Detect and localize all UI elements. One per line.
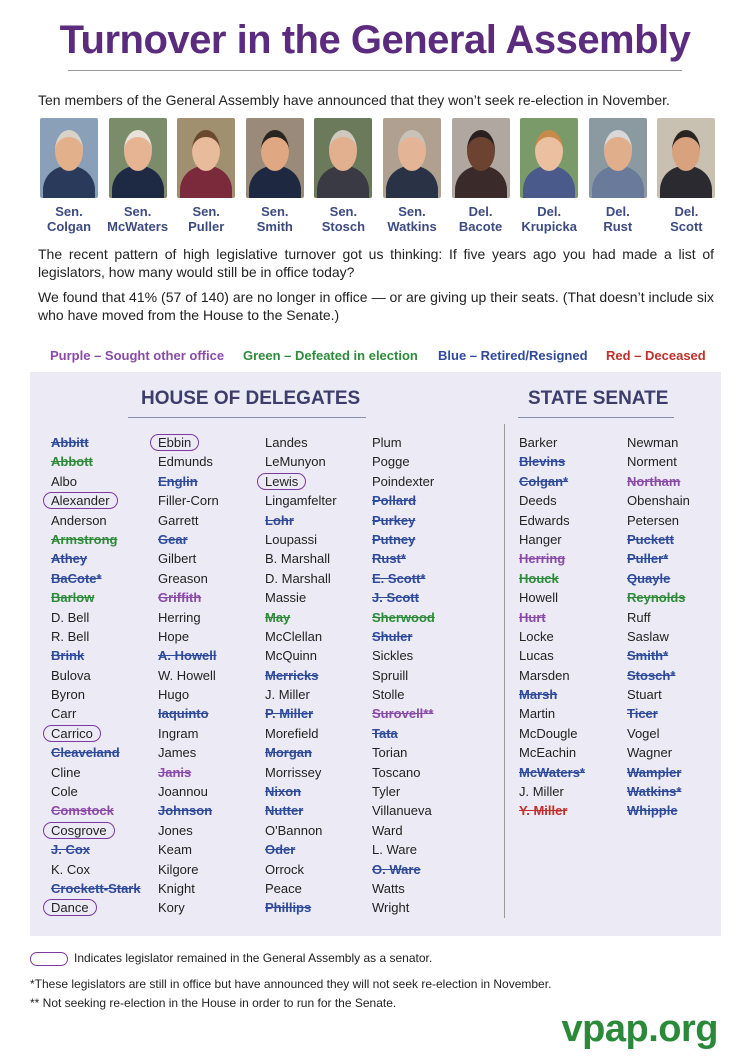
legislator-name-item: O. Ware xyxy=(372,861,421,877)
legislator-name-item: Byron xyxy=(51,687,85,703)
legislator-name-item: Armstrong xyxy=(51,531,118,547)
page-title: Turnover in the General Assembly xyxy=(59,18,691,62)
legislator-name-item: Spruill xyxy=(372,667,409,683)
legislator-name-item: Ingram xyxy=(158,725,199,741)
legislator-name-item: Gilbert xyxy=(158,551,197,567)
vpap-logo: vpap.org xyxy=(561,1008,718,1050)
legislator-name-item: Peace xyxy=(265,880,302,896)
legislator-name-item: O'Bannon xyxy=(265,822,323,838)
legislator-name-item: Barker xyxy=(519,435,558,450)
legislator-name-item: Poindexter xyxy=(372,473,435,489)
legislator-title: Del. xyxy=(537,204,562,219)
legislator-name-item: Howell xyxy=(519,590,559,606)
legislator-caption xyxy=(646,204,726,234)
legislator-name-item: Kilgore xyxy=(158,861,199,877)
legislator-name-item: Gear xyxy=(158,531,188,547)
legislator-name-item: Albo xyxy=(51,473,78,489)
legislator-photo xyxy=(452,118,510,234)
legislator-name-item: Cleaveland xyxy=(51,745,120,761)
legislator-photo xyxy=(520,118,578,234)
legislator-name-item: McEachin xyxy=(519,745,577,761)
legislator-title: Del. xyxy=(605,204,630,219)
legislator-name-item: Loupassi xyxy=(265,531,318,547)
legislator-name-item: J. Miller xyxy=(265,687,310,703)
senate-heading-underline xyxy=(518,417,674,418)
legislator-name-item: R. Bell xyxy=(51,628,90,644)
legislator-name-item: Tyler xyxy=(372,784,401,800)
legislator-name-item: Puller* xyxy=(627,551,669,567)
legislator-name-item: Pogge xyxy=(372,454,410,470)
legislator-name-item: Torian xyxy=(372,745,408,761)
portrait-image xyxy=(520,118,578,198)
legislator-name-item: Hope xyxy=(158,628,190,644)
legislator-name-item: Abbott xyxy=(51,454,93,470)
legislator-name-item: Martin xyxy=(519,706,556,722)
legend-red: Red – Deceased xyxy=(606,348,706,363)
legislator-name-item: Locke xyxy=(519,628,554,644)
legislator-name-item: Rust* xyxy=(372,551,406,567)
legislator-name-item: Lohr xyxy=(265,512,294,528)
legislator-name-item: J. Scott xyxy=(372,590,419,606)
legislator-name-item: Purkey xyxy=(372,512,416,528)
legislator-name-item: Wright xyxy=(372,900,410,916)
legislator-name-item: Plum xyxy=(372,435,402,450)
legislator-name-item: Carrico xyxy=(51,724,141,743)
legislator-title: Sen. xyxy=(55,204,83,219)
legislator-name-item: Hugo xyxy=(158,687,190,703)
legislator-name-item: Hanger xyxy=(519,531,562,547)
legislator-name-item: Wampler xyxy=(627,764,682,780)
legislator-name-item: Carr xyxy=(51,706,77,722)
legislator-name: Watkins xyxy=(387,219,437,234)
legislator-name-item: Janis xyxy=(158,764,192,780)
legislator-name-item: Phillips xyxy=(265,900,312,916)
legislator-name-item: Watts xyxy=(372,880,405,896)
legislator-photo xyxy=(657,118,715,234)
legislator-name: Colgan xyxy=(46,219,92,234)
house-heading: HOUSE OF DELEGATES xyxy=(141,388,361,409)
legislator-name-item: Toscano xyxy=(372,764,421,780)
legislator-name-item: Ruff xyxy=(627,609,651,625)
legislator-name-item: Watkins* xyxy=(627,784,682,800)
legislator-name-item: E. Scott* xyxy=(372,570,426,586)
legislator-name-item: Englin xyxy=(158,473,198,489)
legislator-name-item: Blevins xyxy=(519,454,566,470)
legislator-name-item: Kory xyxy=(158,900,185,916)
legislator-title: Del. xyxy=(674,204,699,219)
intro-text: Ten members of the General Assembly have announced that they won’t seek re-election in November. xyxy=(38,92,670,108)
portrait-image xyxy=(177,118,235,198)
legislator-title: Sen. xyxy=(398,204,426,219)
legislator-name: Scott xyxy=(670,219,703,234)
legislator-photo xyxy=(109,118,167,234)
legislator-name-item: Lingamfelter xyxy=(265,493,337,509)
legislator-name-item: Vogel xyxy=(627,725,660,741)
legislator-name-item: J. Cox xyxy=(51,842,91,858)
legislator-name-item: Ebbin xyxy=(158,433,219,452)
legislator-name-item: Houck xyxy=(519,570,559,586)
house-column-2 xyxy=(158,433,219,918)
legend-blue: Blue – Retired/Resigned xyxy=(438,348,588,363)
legislator-name-item: D. Marshall xyxy=(265,570,331,586)
footnote-asterisk: *These legislators are still in office but have announced they will not seek re-election in November. xyxy=(30,977,552,991)
legislator-name-item: Marsh xyxy=(519,687,558,703)
legislator-name-item: Villanueva xyxy=(372,803,432,819)
legislator-name: Smith xyxy=(256,219,293,234)
legislator-name-item: Landes xyxy=(265,435,308,450)
legislator-name-item: McWaters* xyxy=(519,764,585,780)
house-column-3 xyxy=(265,433,337,918)
legislator-name-item: Obenshain xyxy=(627,493,690,509)
legislator-name-item: Morrissey xyxy=(265,764,322,780)
legislator-name-item: Saslaw xyxy=(627,628,669,644)
legislator-name-item: Pollard xyxy=(372,493,417,509)
legislator-name-item: Smith* xyxy=(627,648,669,664)
legislator-name-item: Cole xyxy=(51,784,78,800)
legislator-title: Sen. xyxy=(192,204,220,219)
legislator-name-item: Stolle xyxy=(372,687,405,703)
legislator-name-item: Keam xyxy=(158,842,192,858)
legend-purple: Purple – Sought other office xyxy=(50,348,225,363)
portrait-image xyxy=(109,118,167,198)
legislator-title: Del. xyxy=(468,204,493,219)
column-divider xyxy=(504,424,505,918)
legislator-name-item: Morgan xyxy=(265,745,312,761)
portrait-image xyxy=(314,118,372,198)
house-column-4 xyxy=(372,433,435,918)
legislator-name-item: Putney xyxy=(372,531,416,547)
legislator-name-item: Colgan* xyxy=(519,473,569,489)
footnote-double-asterisk: ** Not seeking re-election in the House in order to run for the Senate. xyxy=(30,996,397,1010)
legislator-name-item: Wagner xyxy=(627,745,673,761)
legislator-name-item: McDougle xyxy=(519,725,578,741)
legislator-name-item: Marsden xyxy=(519,667,570,683)
legislator-name-item: Stuart xyxy=(627,687,662,703)
legislator-name-item: Newman xyxy=(627,435,679,450)
legislator-photo xyxy=(383,118,441,234)
legislator-name-item: J. Miller xyxy=(519,784,564,800)
senate-heading: STATE SENATE xyxy=(528,388,669,409)
legislator-name-item: Petersen xyxy=(627,512,680,528)
legislator-name-item: Quayle xyxy=(627,570,671,586)
legislator-name-item: Nixon xyxy=(265,784,302,800)
senate-column-2 xyxy=(627,433,690,821)
legislator-name-item: Y. Miller xyxy=(519,803,568,819)
legislator-name-item: Tata xyxy=(372,725,398,741)
legislator-photo xyxy=(177,118,235,234)
legislator-name-item: Cline xyxy=(51,764,81,780)
legislator-name-item: Massie xyxy=(265,590,307,606)
legislator-title: Sen. xyxy=(123,204,152,219)
legislator-photo xyxy=(40,118,98,234)
legislator-photo xyxy=(589,118,647,234)
legislator-name-item: BaCote* xyxy=(51,570,102,586)
legislator-name-item: Northam xyxy=(627,473,681,489)
legislator-name-item: Surovell** xyxy=(372,706,434,722)
legislator-name-item: Greason xyxy=(158,570,208,586)
legislator-name-item: D. Bell xyxy=(51,609,90,625)
legislator-name-item: Filler-Corn xyxy=(158,493,219,509)
legislator-name-item: Lucas xyxy=(519,648,554,664)
title-divider xyxy=(68,70,682,71)
legislator-name-item: Athey xyxy=(51,551,88,567)
legislator-name-item: Herring xyxy=(519,551,566,567)
legislator-name-item: Brink xyxy=(51,648,85,664)
senate-column-1 xyxy=(519,433,585,821)
legislator-name-item: Stosch* xyxy=(627,667,676,683)
portrait-image xyxy=(246,118,304,198)
legislator-name-item: Sherwood xyxy=(372,609,435,625)
legislator-name-item: James xyxy=(158,745,197,761)
legislator-name: Rust xyxy=(603,219,633,234)
legislator-name-item: Sickles xyxy=(372,648,414,664)
legislator-photo xyxy=(246,118,304,234)
paragraph-turnover-question: The recent pattern of high legislative turnover got us thinking: If five years ago you had made a list of legislators, how many would still be in office today? xyxy=(38,246,714,280)
legislator-name-item: Comstock xyxy=(51,803,114,819)
legislator-name: Krupicka xyxy=(521,219,577,234)
photo-strip xyxy=(38,118,714,238)
legislator-name-item: Herring xyxy=(158,609,201,625)
legislator-name-item: A. Howell xyxy=(158,648,217,664)
legislator-name-item: Norment xyxy=(627,454,677,470)
legislator-name-item: Ward xyxy=(372,822,403,838)
roster-panel xyxy=(30,372,721,936)
portrait-image xyxy=(589,118,647,198)
house-column-1 xyxy=(51,433,141,918)
portrait-image xyxy=(657,118,715,198)
portrait-image xyxy=(40,118,98,198)
legislator-name-item: Lewis xyxy=(265,472,337,491)
legislator-name-item: Barlow xyxy=(51,590,95,606)
legislator-name: Stosch xyxy=(321,219,366,234)
legislator-name-item: Cosgrove xyxy=(51,821,141,840)
portrait-image xyxy=(452,118,510,198)
legislator-name: Puller xyxy=(188,219,225,234)
legislator-name-item: McQuinn xyxy=(265,648,318,664)
legislator-name-item: Nutter xyxy=(265,803,304,819)
legislator-name-item: Edmunds xyxy=(158,454,213,470)
legislator-name-item: Jones xyxy=(158,822,193,838)
legislator-name-item: Knight xyxy=(158,880,195,896)
legislator-name-item: Shuler xyxy=(372,628,413,644)
legislator-name: Bacote xyxy=(458,219,503,234)
legislator-name-item: Edwards xyxy=(519,512,570,528)
legislator-name-item: Morefield xyxy=(265,725,319,741)
legislator-name-item: Bulova xyxy=(51,667,91,683)
legislator-photo xyxy=(314,118,372,234)
legislator-name-item: LeMunyon xyxy=(265,454,326,470)
circle-marker-icon xyxy=(30,952,68,966)
legislator-name-item: Griffith xyxy=(158,590,202,606)
portrait-image xyxy=(383,118,441,198)
legislator-name: McWaters xyxy=(107,219,169,234)
legislator-name-item: Merricks xyxy=(265,667,319,683)
legislator-name-item: Iaquinto xyxy=(158,706,209,722)
legislator-name-item: Reynolds xyxy=(627,590,686,606)
footnote-circle-text: Indicates legislator remained in the General Assembly as a senator. xyxy=(74,951,433,965)
legislator-name-item: Anderson xyxy=(51,512,107,528)
legislator-name-item: Whipple xyxy=(627,803,678,819)
legislator-name-item: Orrock xyxy=(265,861,304,877)
legislator-name-item: K. Cox xyxy=(51,861,91,877)
legislator-name-item: Garrett xyxy=(158,512,199,528)
legislator-name-item: Ticer xyxy=(627,706,658,722)
legislator-name-item: Dance xyxy=(51,898,141,917)
legislator-name-item: Abbitt xyxy=(51,435,89,450)
legislator-name-item: Johnson xyxy=(158,803,213,819)
legislator-name-item: Deeds xyxy=(519,493,557,509)
legislator-name-item: McClellan xyxy=(265,628,323,644)
footnote-circle-legend xyxy=(30,951,432,966)
legislator-name-item: W. Howell xyxy=(158,667,216,683)
paragraph-turnover-finding: We found that 41% (57 of 140) are no longer in office — or are giving up their seats. (That doesn’t include six who have moved from the House to the Senate.) xyxy=(38,289,714,323)
legend-green: Green – Defeated in election xyxy=(243,348,418,363)
legislator-name-item: Oder xyxy=(265,842,296,858)
legislator-title: Sen. xyxy=(329,204,358,219)
legislator-name-item: May xyxy=(265,609,291,625)
legislator-name-item: Joannou xyxy=(158,784,208,800)
legislator-name-item: L. Ware xyxy=(372,842,418,858)
legislator-name-item: Crockett-Stark xyxy=(51,880,141,896)
legislator-name-item: Puckett xyxy=(627,531,674,547)
legislator-name-item: Hurt xyxy=(519,609,546,625)
legislator-name-item: Alexander xyxy=(51,491,141,510)
legislator-name-item: P. Miller xyxy=(265,706,314,722)
house-heading-underline xyxy=(128,417,366,418)
legislator-name-item: B. Marshall xyxy=(265,551,331,567)
legislator-title: Sen. xyxy=(261,204,289,219)
